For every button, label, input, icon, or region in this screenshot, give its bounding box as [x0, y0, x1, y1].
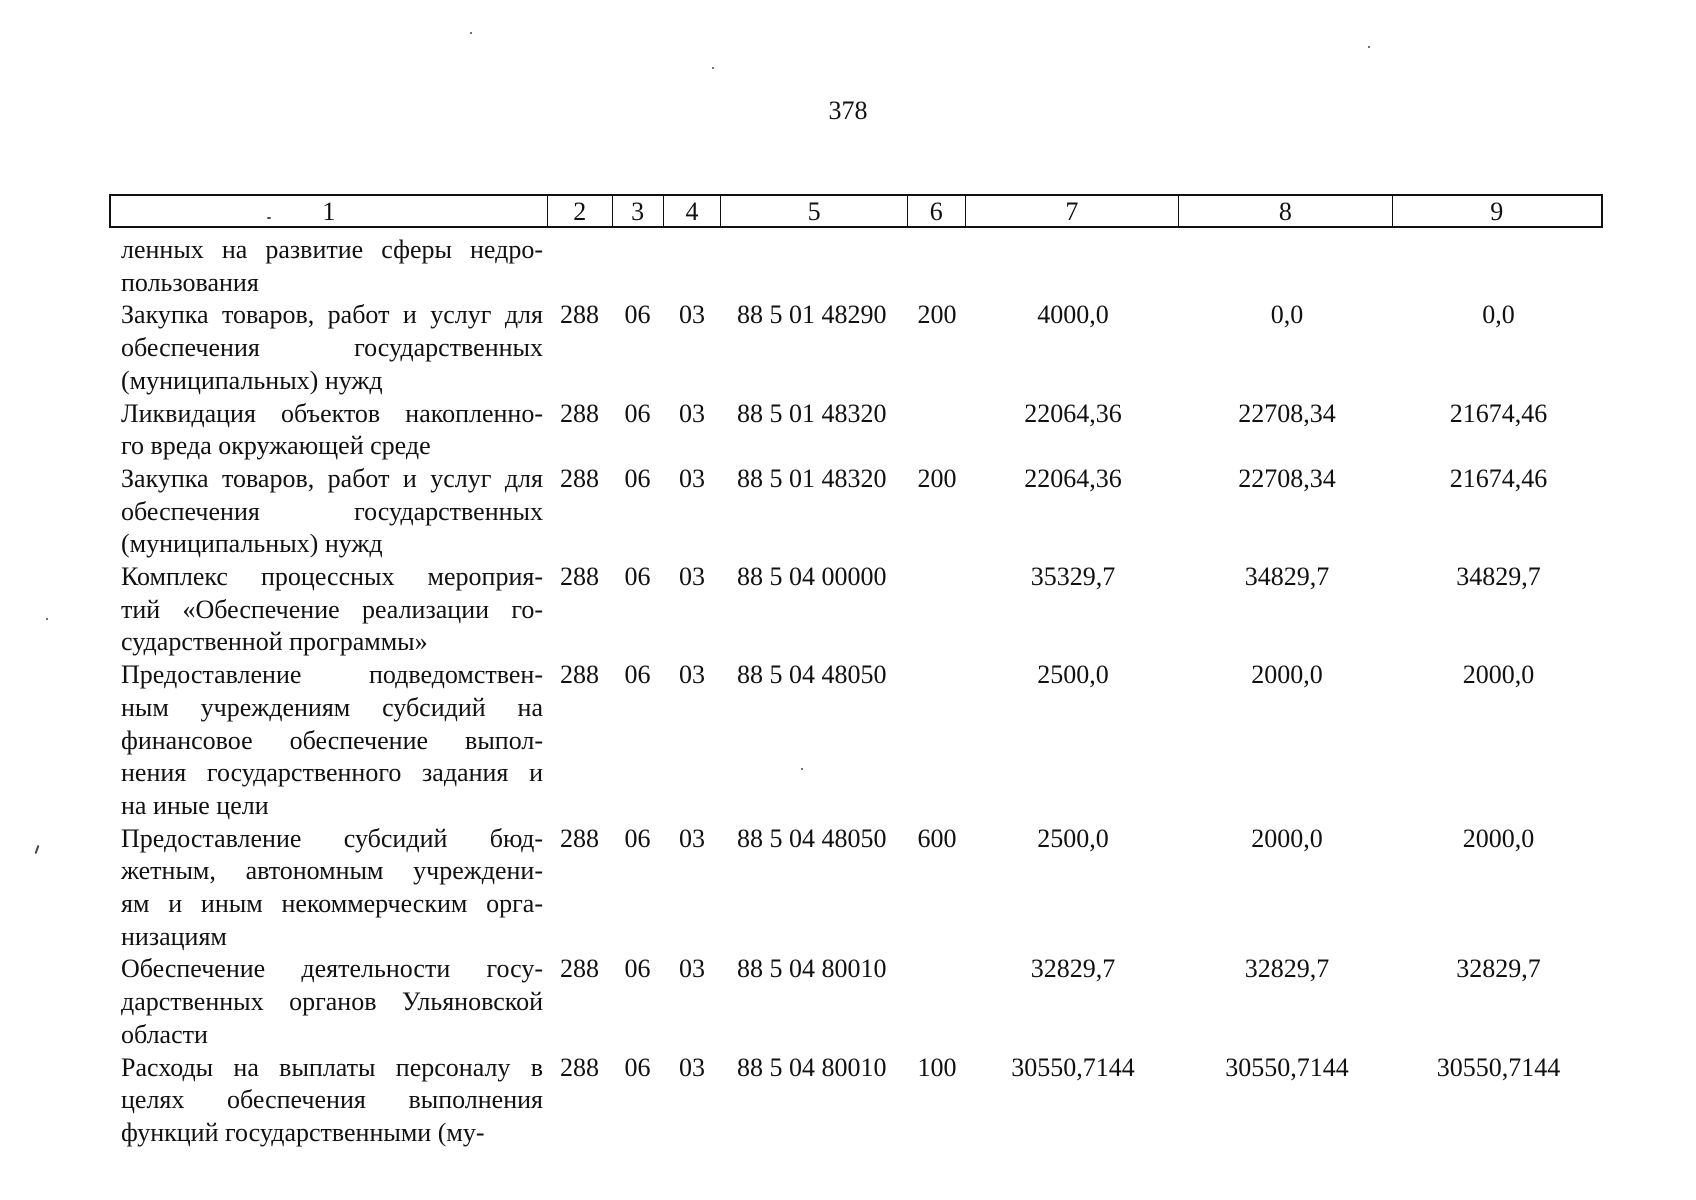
scan-speck [46, 618, 48, 620]
page-number: 378 [828, 96, 868, 125]
cell-vr: 200 [917, 463, 957, 493]
cell-name [109, 398, 547, 463]
cell-name-line: Предоставление подведомствен- [121, 660, 543, 690]
cell-name-line: низациям [121, 921, 227, 951]
cell-name [109, 1052, 547, 1150]
table-row [109, 398, 1603, 463]
table-row [109, 823, 1603, 954]
cell-name-line: целях обеспечения выполнения [121, 1085, 543, 1115]
header-col-9: 9 [1490, 197, 1504, 226]
cell-name-line: ным учреждениям субсидий на [121, 692, 543, 722]
table-row [109, 561, 1603, 659]
cell-value-3: 32829,7 [1456, 954, 1541, 984]
cell-pr: 03 [679, 1052, 705, 1082]
cell-pr: 03 [679, 562, 705, 592]
cell-gr: 288 [560, 1052, 599, 1082]
cell-name-line: Обеспечение деятельности госу- [121, 954, 543, 984]
cell-name-line: обеспечения государственных [121, 333, 543, 363]
cell-gr: 288 [560, 398, 599, 428]
cell-name [109, 953, 547, 1051]
cell-csr: 88 5 01 48320 [737, 398, 887, 428]
cell-name [109, 299, 547, 397]
header-col-6: 6 [908, 196, 966, 226]
cell-name-line: обеспечения государственных [121, 496, 543, 526]
cell-name-line: нения государственного задания и [121, 758, 543, 788]
cell-rz: 06 [624, 463, 651, 493]
cell-name-line: Предоставление субсидий бюд- [121, 823, 543, 853]
cell-rz: 06 [624, 300, 651, 330]
header-col-3: 3 [613, 196, 664, 226]
table-row [109, 299, 1603, 397]
cell-name-line: сударственной программы» [121, 627, 428, 657]
cell-value-3: 34829,7 [1456, 562, 1541, 592]
cell-value-2: 2000,0 [1251, 823, 1323, 853]
scan-speck [1368, 46, 1370, 48]
cell-value-2: 22708,34 [1238, 463, 1336, 493]
header-col-5: 5 [721, 196, 908, 226]
cell-value-1: 32829,7 [1030, 954, 1116, 984]
cell-name-line: го вреда окружающей среде [121, 431, 431, 461]
cell-rz: 06 [624, 1052, 651, 1082]
cell-csr: 88 5 01 48290 [737, 300, 887, 330]
header-col-2: 2 [548, 196, 613, 226]
cell-name-line: пользования [121, 267, 259, 297]
cell-rz: 06 [624, 660, 651, 690]
cell-rz: 06 [624, 954, 651, 984]
cell-name-line: Расходы на выплаты персоналу в [121, 1052, 543, 1082]
cell-pr: 03 [679, 823, 705, 853]
cell-value-3: 21674,46 [1449, 398, 1548, 428]
cell-name-line: Закупка товаров, работ и услуг для [121, 463, 543, 493]
cell-value-2: 2000,0 [1251, 660, 1323, 690]
cell-name-line: Закупка товаров, работ и услуг для [121, 300, 543, 330]
cell-pr: 03 [679, 463, 705, 493]
table-row [109, 1052, 1603, 1150]
cell-value-3: 30550,7144 [1436, 1052, 1561, 1082]
cell-rz: 06 [624, 398, 651, 428]
cell-name-line: (муниципальных) нужд [121, 529, 383, 559]
cell-value-1: 30550,7144 [1011, 1052, 1135, 1082]
cell-csr: 88 5 04 80010 [737, 954, 887, 984]
cell-gr: 288 [560, 300, 599, 330]
cell-value-3: 21674,46 [1449, 463, 1548, 493]
cell-name [109, 823, 547, 954]
cell-name [109, 234, 547, 299]
scan-speck [470, 32, 472, 34]
header-col-1: 1 [111, 196, 548, 226]
cell-value-3: 2000,0 [1462, 823, 1535, 853]
scan-speck [35, 845, 40, 854]
cell-value-3: 0,0 [1482, 300, 1515, 330]
cell-value-1: 2500,0 [1037, 823, 1109, 853]
cell-csr: 88 5 04 80010 [737, 1052, 887, 1082]
cell-gr: 288 [560, 660, 599, 690]
table-row [109, 234, 1603, 299]
cell-name-line: дарственных органов Ульяновской [121, 987, 543, 1017]
cell-name [109, 659, 547, 823]
table-row [109, 953, 1603, 1051]
table-header-row [109, 194, 1603, 228]
cell-name-line: (муниципальных) нужд [121, 365, 383, 395]
cell-gr: 288 [560, 954, 599, 984]
header-col-8: 8 [1179, 196, 1392, 226]
cell-value-2: 30550,7144 [1225, 1052, 1349, 1082]
cell-name-line: тий «Обеспечение реализации го- [121, 594, 543, 624]
cell-csr: 88 5 04 00000 [737, 562, 887, 592]
cell-name-line: ленных на развитие сферы недро- [121, 235, 543, 264]
cell-value-1: 35329,7 [1030, 562, 1116, 592]
cell-rz: 06 [624, 823, 651, 853]
cell-name-line: на иные цели [121, 790, 269, 820]
cell-name-line: Ликвидация объектов накопленно- [121, 398, 543, 428]
cell-value-2: 34829,7 [1244, 562, 1330, 592]
cell-value-1: 22064,36 [1024, 398, 1122, 428]
cell-gr: 288 [560, 823, 599, 853]
cell-gr: 288 [560, 562, 599, 592]
cell-pr: 03 [679, 660, 705, 690]
table-row [109, 463, 1603, 561]
header-col-4: 4 [664, 196, 722, 226]
cell-name-line: Комплекс процессных мероприя- [121, 562, 543, 592]
cell-name [109, 463, 547, 561]
cell-name-line: области [121, 1019, 208, 1049]
table-row [109, 659, 1603, 823]
cell-value-2: 0,0 [1270, 300, 1304, 330]
cell-value-1: 22064,36 [1024, 463, 1122, 493]
cell-value-2: 32829,7 [1244, 954, 1330, 984]
cell-value-2: 22708,34 [1238, 398, 1336, 428]
cell-value-1: 4000,0 [1037, 300, 1109, 330]
cell-csr: 88 5 04 48050 [737, 660, 887, 690]
table-body [109, 234, 1603, 1150]
cell-value-3: 2000,0 [1462, 660, 1535, 690]
cell-csr: 88 5 01 48320 [737, 463, 887, 493]
cell-name-line: жетным, автономным учреждени- [121, 856, 543, 886]
cell-vr: 100 [917, 1052, 957, 1082]
cell-name-line: функций государственными (му- [121, 1117, 485, 1147]
cell-csr: 88 5 04 48050 [737, 823, 887, 853]
cell-pr: 03 [679, 398, 705, 428]
cell-gr: 288 [560, 463, 599, 493]
cell-rz: 06 [624, 562, 651, 592]
cell-pr: 03 [679, 954, 705, 984]
cell-name-line: ям и иным некоммерческим орга- [121, 889, 543, 919]
scan-speck [712, 67, 714, 69]
header-col-7: 7 [966, 196, 1179, 226]
cell-vr: 200 [917, 300, 957, 330]
cell-value-1: 2500,0 [1037, 660, 1109, 690]
cell-vr: 600 [917, 823, 957, 853]
cell-pr: 03 [679, 300, 705, 330]
cell-name [109, 561, 547, 659]
cell-name-line: финансовое обеспечение выпол- [121, 725, 543, 755]
